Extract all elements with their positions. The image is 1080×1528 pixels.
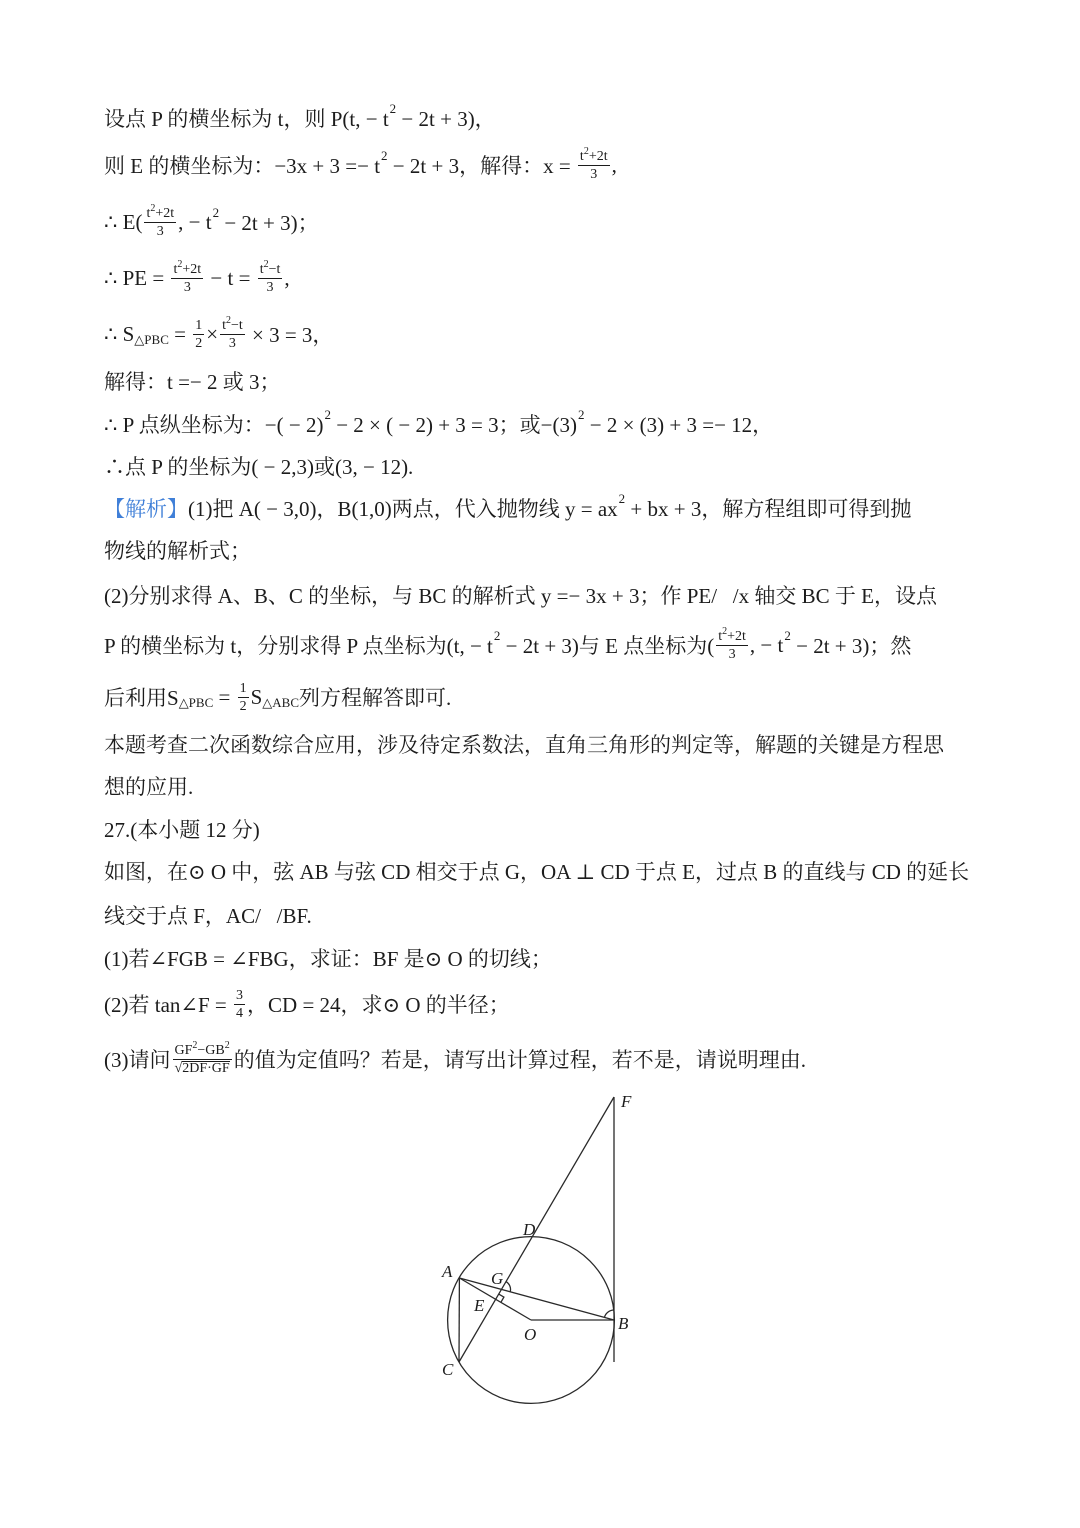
text-run: −t [230, 317, 243, 333]
superscript: 2 [722, 625, 728, 637]
fraction-denominator [155, 223, 166, 240]
text-run: − 2t + 3)与 E 点坐标为( [500, 634, 715, 658]
text-run: = [168, 321, 192, 346]
fraction-denominator [265, 279, 276, 296]
analysis-line-6 [104, 722, 944, 766]
problem-27-stem-line-1 [104, 849, 969, 893]
analysis-line-7 [104, 764, 193, 808]
text-run: ∴ E( [104, 209, 143, 234]
text-run: − 2t + 3)， [396, 107, 496, 131]
superscript: 2 [784, 628, 791, 643]
text-run: 列方程解答即可. [299, 686, 452, 710]
superscript: 2 [224, 1039, 230, 1051]
problem-27-part-2 [104, 982, 510, 1026]
fraction-denominator [238, 698, 249, 715]
label-c: C [442, 1360, 454, 1379]
fraction-numerator [144, 202, 176, 223]
text-run: − 2t + 3)；然 [790, 634, 912, 658]
fraction-numerator [193, 317, 204, 335]
sqrt-symbol: √ [174, 1060, 183, 1076]
text-run: t [579, 148, 584, 164]
sqrt-radicand: 2DF·GF [182, 1060, 230, 1076]
text-run: 1 [239, 680, 247, 696]
text-run: t [718, 628, 723, 644]
label-b: B [618, 1314, 629, 1333]
label-a: A [442, 1262, 453, 1281]
text-run: ，CD = 24，求⊙ O 的半径； [247, 993, 510, 1017]
label-g: G [491, 1269, 504, 1288]
fraction-numerator [716, 625, 748, 646]
subscript: △ABC [262, 695, 300, 710]
superscript: 2 [212, 205, 220, 220]
fraction-denominator [193, 335, 204, 352]
superscript: 2 [493, 628, 501, 643]
text-run: 想的应用. [104, 775, 194, 799]
text-run: × 3 = 3， [246, 323, 334, 347]
fraction-numerator [238, 680, 249, 698]
text-run: 3 [590, 166, 598, 182]
text-run: 3 [728, 646, 736, 662]
text-run: +2t [588, 148, 608, 164]
fraction-denominator [173, 1060, 232, 1077]
text-run: 3 [183, 279, 191, 295]
fraction [578, 145, 610, 183]
text-run: 4 [236, 1005, 244, 1021]
text-run: t [146, 205, 151, 221]
problem-27-stem-line-2 [104, 893, 312, 937]
text-run: , − t [749, 632, 784, 657]
text-run: t [173, 261, 178, 277]
text-run: , [284, 265, 290, 290]
solution-line-7 [104, 402, 773, 446]
label-o: O [524, 1325, 537, 1344]
superscript: 2 [150, 202, 156, 214]
text-run: (1)把 A( − 3,0)，B(1,0)两点，代入抛物线 y = ax [188, 497, 618, 521]
fraction [716, 625, 748, 663]
superscript: 2 [389, 101, 397, 116]
text-run: S [250, 684, 263, 709]
fraction [234, 987, 245, 1022]
solution-line-5 [104, 312, 333, 356]
label-f: F [621, 1092, 632, 1111]
text-run: P 的横坐标为 t，分别求得 P 点坐标为(t, − t [104, 634, 493, 658]
fraction [258, 258, 283, 296]
solution-line-2 [104, 143, 617, 187]
text-run: +2t [182, 261, 202, 277]
solution-line-6 [104, 359, 281, 403]
solution-line-8 [104, 444, 413, 488]
superscript: 2 [381, 148, 388, 163]
text-run: (2)若 tan∠F = [104, 993, 233, 1017]
label-e: E [474, 1296, 485, 1315]
text-run: − 2 × (3) + 3 =− 12， [584, 413, 774, 437]
text-run: − 2t + 3)； [219, 211, 319, 235]
problem-27-part-1 [104, 936, 552, 980]
text-run: (2)分别求得 A、B、C 的坐标，与 BC 的解析式 y =− 3x + 3；作 PE/ /x 轴交 BC 于 E，设点 [104, 584, 937, 608]
text-run: , [611, 152, 617, 177]
superscript: 2 [263, 258, 269, 270]
text-run: 3 [266, 279, 274, 295]
superscript: 2 [177, 258, 183, 270]
text-run: 解得：t =− 2 或 3； [104, 370, 281, 394]
fraction-numerator [578, 145, 610, 166]
text-run: 设点 P 的横坐标为 t，则 P(t, − t [104, 107, 389, 131]
text-run: 2 [239, 698, 247, 714]
fraction-denominator [234, 1005, 245, 1022]
fraction [171, 258, 203, 296]
solution-line-1 [104, 96, 496, 140]
analysis-tag: 【解析】 [104, 497, 188, 521]
text-run: 则 E 的横坐标为：−3x + 3 =− t [104, 154, 381, 178]
fraction-numerator [220, 314, 245, 335]
text-run: 如图，在⊙ O 中，弦 AB 与弦 CD 相交于点 G，OA ⊥ CD 于点 E，过点 B 的直线与 CD 的延长 [104, 860, 970, 884]
text-run: t [222, 317, 226, 333]
superscript: 2 [324, 407, 331, 422]
superscript: 2 [225, 314, 231, 326]
fraction [193, 317, 204, 352]
text-run: − 2t + 3，解得：x = [387, 154, 576, 178]
fraction-denominator [182, 279, 193, 296]
text-run: , − t [178, 209, 212, 234]
fraction-numerator [173, 1039, 232, 1060]
text-run: −GB [197, 1042, 225, 1058]
fraction-numerator [234, 987, 245, 1005]
fraction-numerator [171, 258, 203, 279]
text-run: 物线的解析式； [104, 539, 251, 563]
text-run: 的值为定值吗？若是，请写出计算过程，若不是，请说明理由. [233, 1048, 806, 1072]
analysis-line-2 [104, 528, 251, 572]
text-run: ∴ S [104, 321, 135, 346]
text-run: GF [174, 1042, 193, 1058]
text-run: t [259, 261, 264, 277]
analysis-line-5 [104, 675, 451, 719]
text-run: = [213, 684, 236, 709]
text-run: 1 [195, 317, 203, 333]
fraction [238, 680, 249, 715]
text-run: ∴ P 点纵坐标为：−( − 2) [104, 413, 324, 437]
text-run: 27.(本小题 12 分) [104, 818, 260, 842]
geometry-figure [420, 1080, 660, 1420]
superscript: 2 [192, 1039, 198, 1051]
text-run: +2t [727, 628, 746, 644]
text-run: − t = [205, 265, 256, 290]
text-run: ∴点 P 的坐标为( − 2,3)或(3, − 12). [104, 455, 414, 479]
subscript: △PBC [134, 332, 169, 347]
superscript: 2 [618, 491, 626, 506]
line-fc [459, 1097, 614, 1362]
fraction [220, 314, 245, 352]
text-run: 3 [156, 223, 164, 239]
text-run: × [206, 321, 219, 346]
text-run: −t [268, 261, 281, 277]
text-run: (1)若∠FGB = ∠FBG，求证：BF 是⊙ O 的切线； [104, 947, 552, 971]
fraction-numerator [258, 258, 283, 279]
analysis-line-3 [104, 573, 937, 617]
subscript: △PBC [178, 695, 214, 710]
text-run: 后利用S [104, 686, 179, 710]
text-run: + bx + 3，解方程组即可得到抛 [625, 497, 912, 521]
text-run: 线交于点 F，AC/ /BF. [104, 904, 312, 928]
superscript: 2 [583, 145, 589, 157]
text-run: − 2 × ( − 2) + 3 = 3；或−(3) [330, 413, 577, 437]
text-run: +2t [155, 205, 175, 221]
angle-mark-fbg [604, 1310, 614, 1317]
text-run: 3 [236, 987, 244, 1003]
fraction [173, 1039, 232, 1077]
text-run: ∴ PE = [104, 265, 170, 290]
analysis-line-1 [104, 486, 911, 530]
fraction-denominator [588, 166, 599, 183]
problem-27-part-3 [104, 1037, 806, 1081]
fraction-denominator [227, 335, 238, 352]
analysis-line-4 [104, 623, 911, 667]
text-run: 3 [228, 335, 236, 351]
text-run: (3)请问 [104, 1048, 171, 1072]
fraction-denominator [727, 646, 738, 663]
problem-27-heading [104, 807, 260, 851]
superscript: 2 [577, 407, 585, 422]
text-run: 2 [195, 335, 203, 351]
solution-line-3 [104, 200, 319, 244]
text-run: 本题考查二次函数综合应用，涉及待定系数法，直角三角形的判定等，解题的关键是方程思 [104, 733, 944, 757]
fraction [144, 202, 176, 240]
solution-line-4 [104, 256, 290, 300]
label-d: D [523, 1220, 536, 1239]
